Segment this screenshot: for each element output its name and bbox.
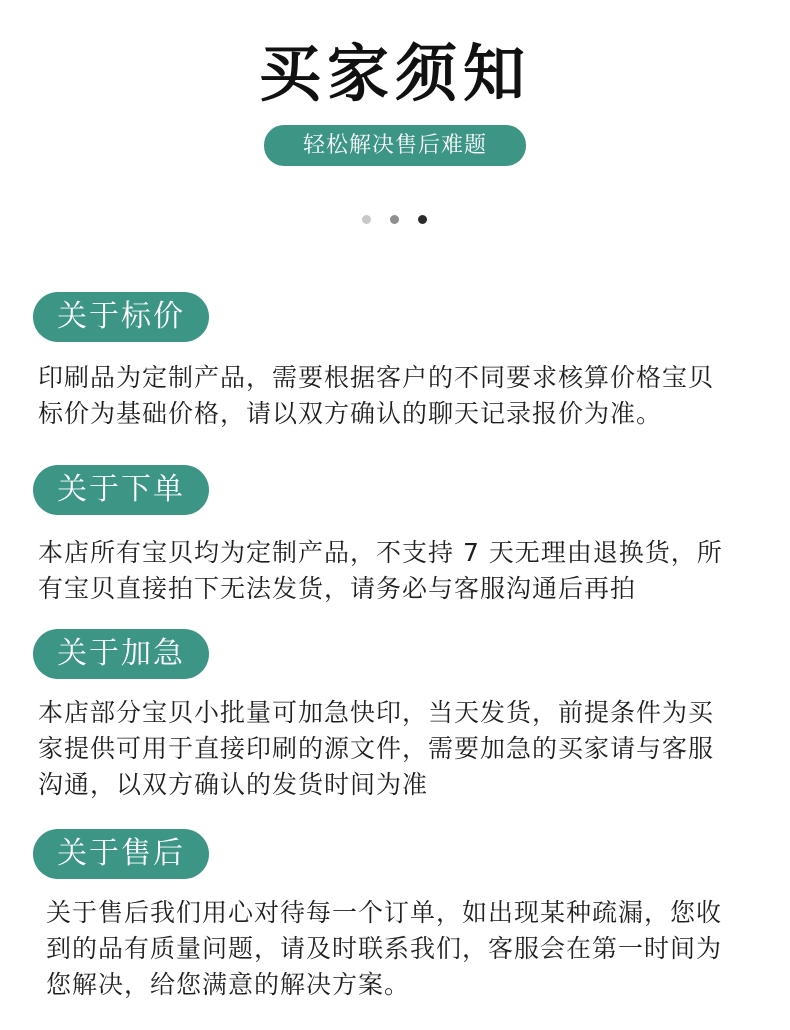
subtitle-badge: 轻松解决售后难题	[264, 125, 526, 166]
section-heading: 关于标价	[33, 292, 209, 342]
carousel-dot[interactable]	[390, 215, 399, 224]
page-title: 买家须知	[258, 37, 531, 110]
carousel-dot[interactable]	[362, 215, 371, 224]
section-text-line: 印刷品为定制产品，需要根据客户的不同要求核算价格宝贝	[38, 363, 715, 392]
section-text-line: 有宝贝直接拍下无法发货，请务必与客服沟通后再拍	[38, 574, 637, 603]
section-text-line: 您解决，给您满意的解决方案。	[46, 970, 411, 999]
section-text-line: 本店所有宝贝均为定制产品，不支持 7 天无理由退换货，所	[38, 538, 723, 567]
section-body	[38, 360, 758, 432]
section-text-line: 本店部分宝贝小批量可加急快印，当天发货，前提条件为买	[38, 698, 715, 727]
section-heading: 关于加急	[33, 629, 209, 679]
section-body	[46, 895, 766, 1003]
carousel-dot-active[interactable]	[418, 215, 427, 224]
section-text-line: 到的品有质量问题，请及时联系我们，客服会在第一时间为	[46, 934, 723, 963]
section-heading: 关于售后	[33, 829, 209, 879]
section-text-line: 标价为基础价格，请以双方确认的聊天记录报价为准。	[38, 399, 663, 428]
carousel-indicator	[362, 215, 432, 225]
section-body	[38, 695, 758, 803]
section-text-line: 沟通，以双方确认的发货时间为准	[38, 770, 429, 799]
section-body	[38, 535, 758, 607]
section-heading: 关于下单	[33, 465, 209, 515]
section-text-line: 关于售后我们用心对待每一个订单，如出现某种疏漏，您收	[46, 898, 723, 927]
section-text-line: 家提供可用于直接印刷的源文件，需要加急的买家请与客服	[38, 734, 715, 763]
